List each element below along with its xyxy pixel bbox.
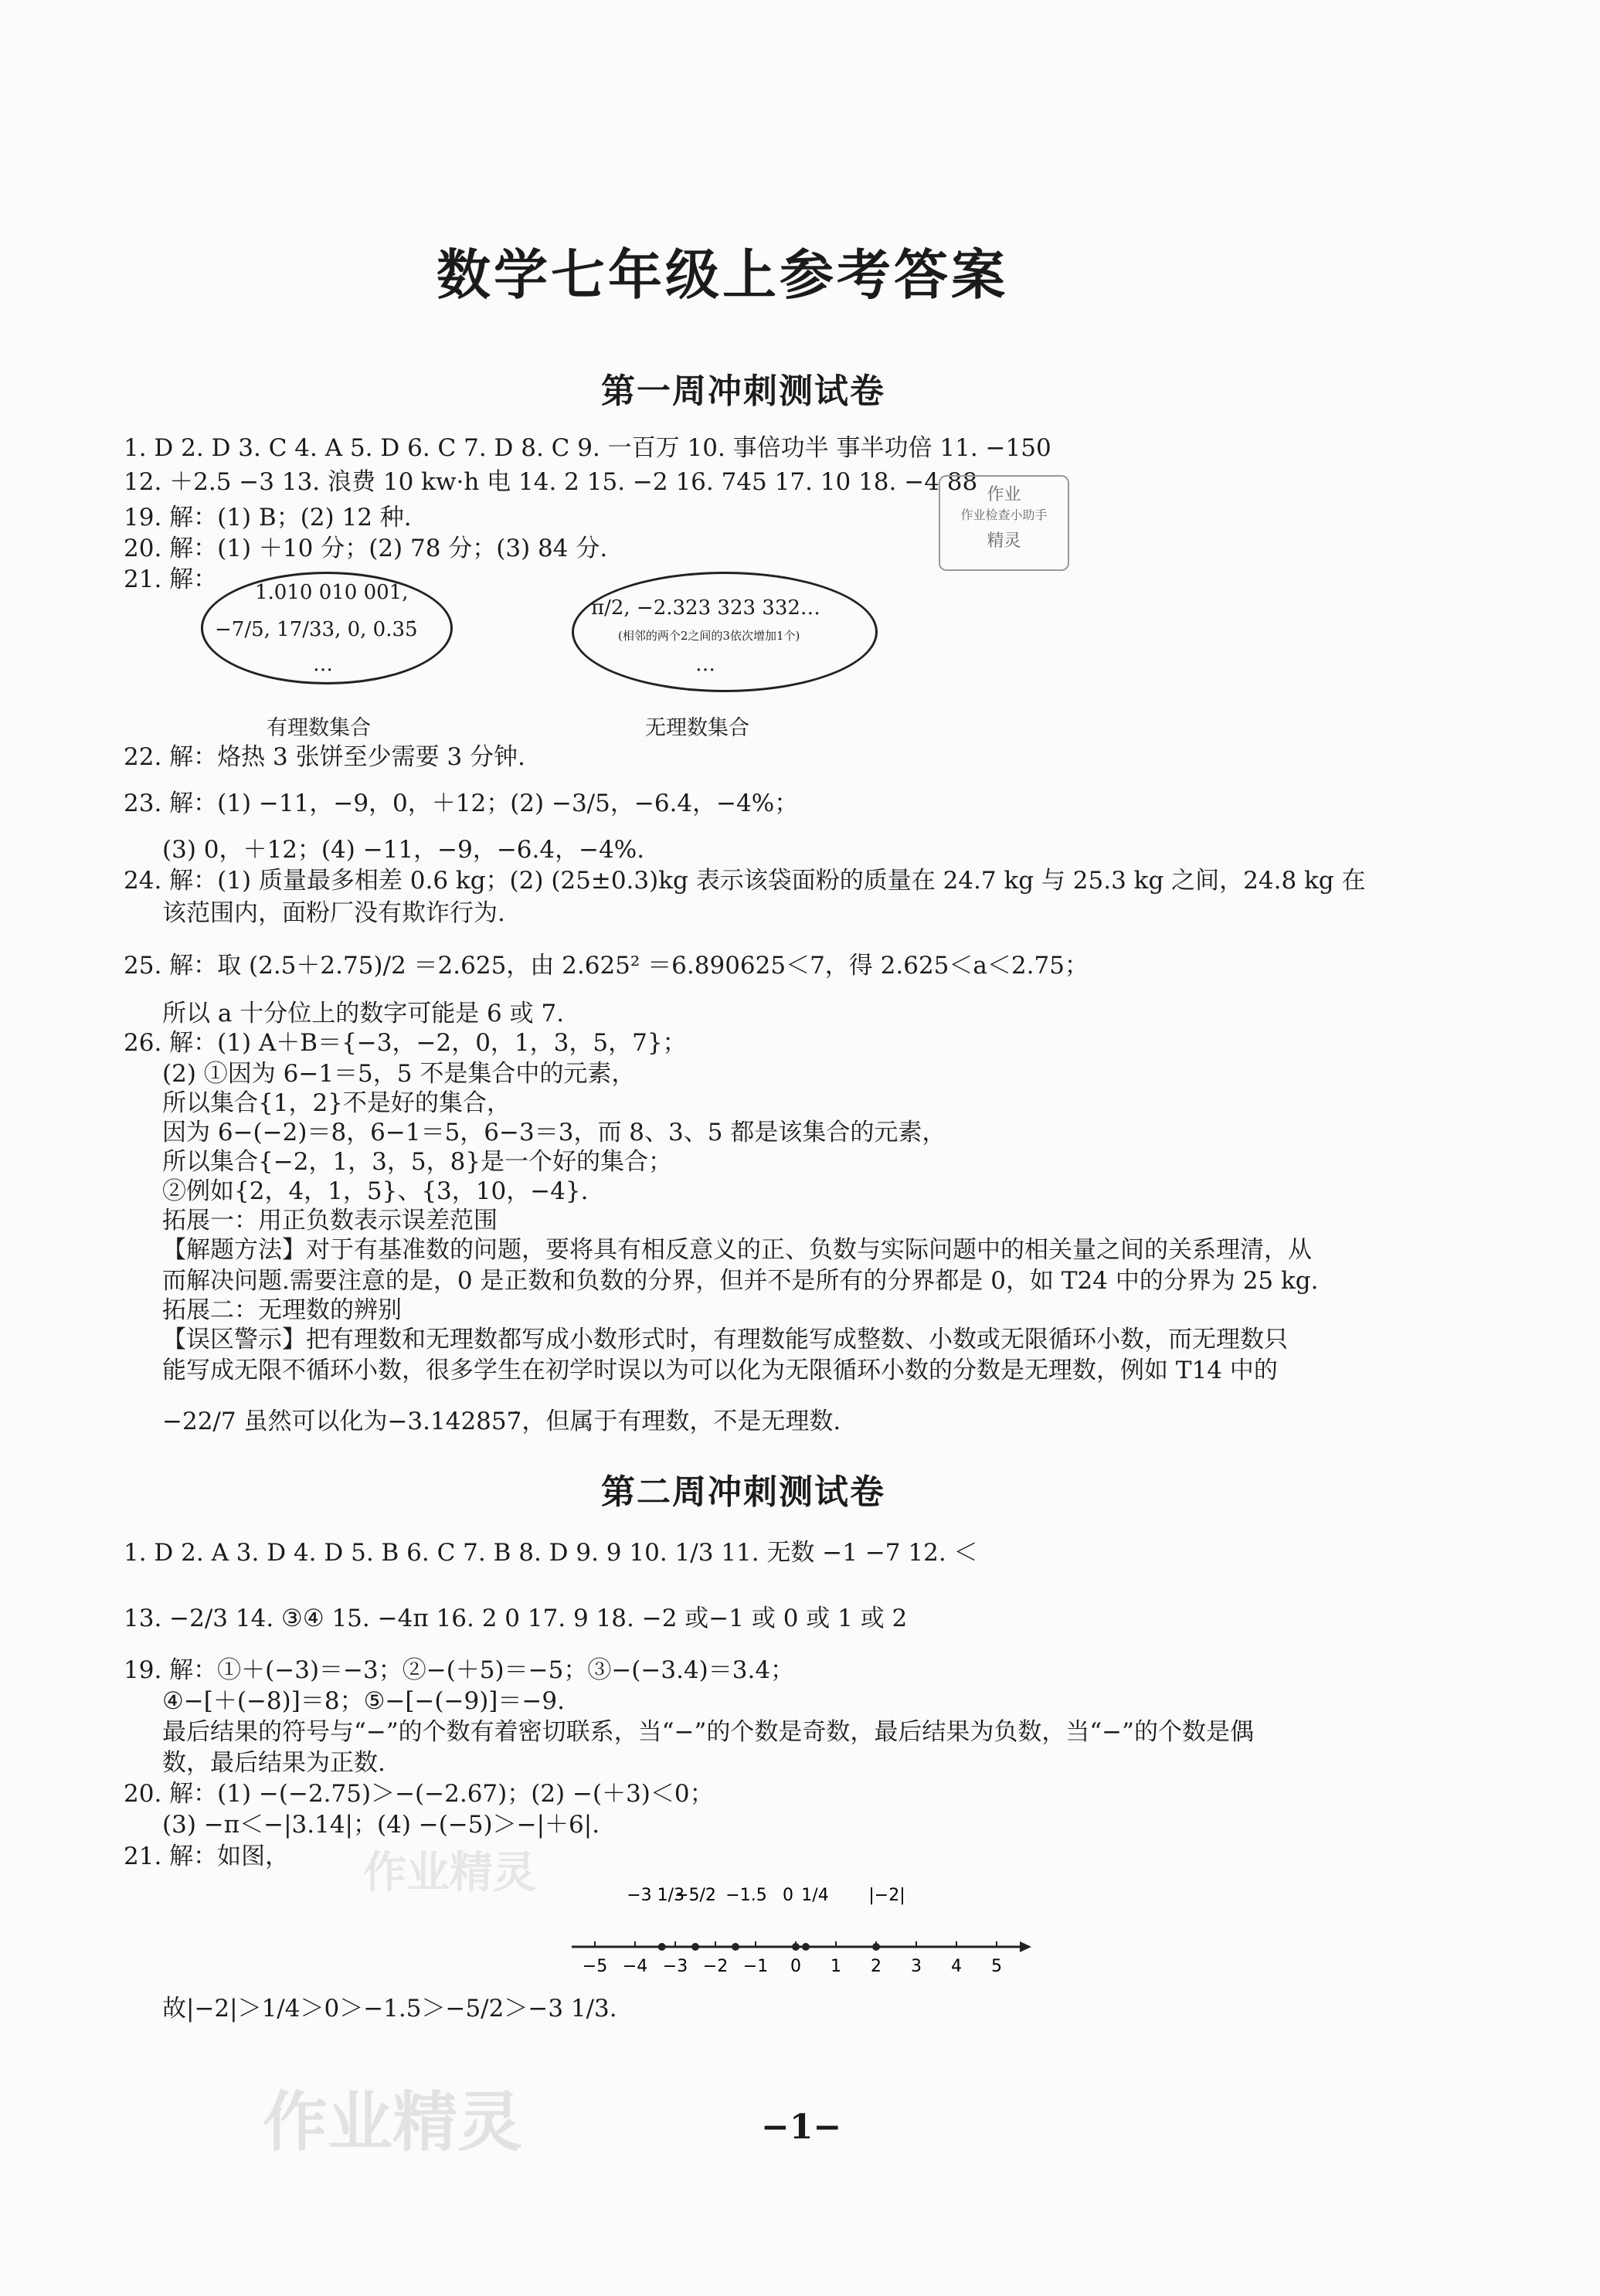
tick-label: 3	[911, 1957, 922, 1976]
stamp-bottom: 精灵	[987, 532, 1021, 551]
answer-line: (2) ①因为 6−1＝5，5 不是集合中的元素，	[162, 1060, 636, 1088]
answer-line: ④−[＋(−8)]＝8；⑤−[−(−9)]＝−9.	[162, 1687, 565, 1715]
answer-line: 19. 解：①＋(−3)＝−3；②−(＋5)＝−5；③−(−3.4)＝3.4；	[124, 1656, 795, 1684]
answer-line: 21. 解：如图，	[124, 1843, 290, 1870]
tick-label: 5	[991, 1957, 1002, 1976]
tick-label: −2	[702, 1957, 729, 1976]
rational-set-line2: −7/5, 17/33, 0, 0.35̇	[215, 618, 418, 641]
number-point	[658, 1943, 666, 1951]
section-title: 第二周冲刺测试卷	[601, 1472, 885, 1512]
answer-line: 20. 解：(1) −(−2.75)＞−(−2.67)；(2) −(＋3)＜0；	[124, 1780, 714, 1808]
section-title: 第一周冲刺测试卷	[601, 372, 885, 411]
point-label: −3 1/3	[627, 1886, 685, 1905]
tick-label: 4	[951, 1957, 962, 1976]
answer-line: 所以集合{1，2}不是好的集合，	[162, 1089, 511, 1117]
answer-line: 25. 解：取 (2.5＋2.75)/2 ＝2.625，由 2.625² ＝6.890625＜7，得 2.625＜a＜2.75；	[124, 952, 1089, 980]
point-label: −5/2	[674, 1886, 716, 1905]
point-label: |−2|	[868, 1886, 905, 1905]
number-point	[872, 1943, 880, 1951]
answer-line: 1. D 2. A 3. D 4. D 5. B 6. C 7. B 8. D 9. 9 10. 1/3 11. 无数 −1 −7 12. ＜	[124, 1539, 978, 1567]
irrational-set-dots: …	[695, 653, 715, 676]
answer-line: (3) 0，＋12；(4) −11，−9，−6.4，−4%.	[162, 836, 645, 864]
answer-line: 最后结果的符号与“−”的个数有着密切联系，当“−”的个数是奇数，最后结果为负数，当“−”的个数是偶	[162, 1718, 1255, 1746]
answer-line: (3) −π＜−|3.14|；(4) −(−5)＞−|＋6|.	[162, 1811, 600, 1839]
number-point	[802, 1943, 810, 1951]
irrational-set-label: 无理数集合	[645, 716, 749, 740]
point-label: 1/4	[801, 1886, 829, 1905]
answer-line: 24. 解：(1) 质量最多相差 0.6 kg；(2) (25±0.3)kg 表示该袋面粉的质量在 24.7 kg 与 25.3 kg 之间，24.8 kg 在	[124, 867, 1366, 895]
answer-line: 12. ＋2.5 −3 13. 浪费 10 kw·h 电 14. 2 15. −2 16. 745 17. 10 18. −4 88	[124, 468, 978, 496]
answer-line: 而解决问题.需要注意的是，0 是正数和负数的分界，但并不是所有的分界都是 0，如 T24 中的分界为 25 kg.	[162, 1267, 1319, 1295]
page-number: −1−	[761, 2107, 842, 2147]
rational-set-line1: 1.010 010 001,	[255, 581, 409, 604]
stamp-top: 作业	[987, 485, 1021, 504]
answer-line: 能写成无限不循环小数，很多学生在初学时误以为可以化为无限循环小数的分数是无理数，例如 T14 中的	[162, 1357, 1278, 1384]
stamp-mid: 作业检查小助手	[960, 508, 1048, 522]
watermark: 作业精灵	[363, 1848, 536, 1898]
tick-label: 0	[790, 1957, 801, 1976]
tick-label: −3	[662, 1957, 688, 1976]
extension-title: 拓展一：用正负数表示误差范围	[162, 1207, 498, 1235]
tick-label: −4	[622, 1957, 648, 1976]
answer-line: 23. 解：(1) −11，−9，0，＋12；(2) −3/5，−6.4，−4%；	[124, 790, 799, 817]
answer-line: 所以集合{−2，1，3，5，8}是一个好的集合；	[162, 1148, 673, 1176]
answer-line: 19. 解：(1) B；(2) 12 种.	[124, 504, 412, 532]
answer-line: 【解题方法】对于有基准数的问题，要将具有相反意义的正、负数与实际问题中的相关量之间的关系理清，从	[162, 1236, 1312, 1264]
answer-line: 故|−2|＞1/4＞0＞−1.5＞−5/2＞−3 1/3.	[162, 1995, 617, 2023]
watermark: 作业精灵	[263, 2084, 523, 2160]
answer-line: 13. −2/3 14. ③④ 15. −4π 16. 2 0 17. 9 18. −2 或−1 或 0 或 1 或 2	[124, 1605, 908, 1632]
rational-set-dots: …	[313, 653, 333, 676]
answer-line: 该范围内，面粉厂没有欺诈行为.	[162, 899, 505, 927]
number-line-arrow	[1020, 1941, 1031, 1952]
answer-line: 26. 解：(1) A＋B＝{−3，−2，0，1，3，5，7}；	[124, 1029, 687, 1057]
answer-line: 20. 解：(1) ＋10 分；(2) 78 分；(3) 84 分.	[124, 535, 608, 562]
number-point	[792, 1943, 800, 1951]
irrational-set-line1: π/2, −2.323 323 332…	[591, 596, 820, 620]
tick-label: −5	[582, 1957, 608, 1976]
answer-line: 数，最后结果为正数.	[162, 1749, 386, 1777]
number-line	[556, 1870, 1035, 1985]
point-label: −1.5	[725, 1886, 767, 1905]
tick-label: 1	[831, 1957, 841, 1976]
irrational-set-note: (相邻的两个2之间的3依次增加1个)	[618, 629, 800, 643]
answer-line: 21. 解：	[124, 566, 218, 593]
rational-set-label: 有理数集合	[267, 716, 371, 740]
page-title: 数学七年级上参考答案	[437, 243, 1008, 307]
answer-line: 1. D 2. D 3. C 4. A 5. D 6. C 7. D 8. C 9. 一百万 10. 事倍功半 事半功倍 11. −150	[124, 434, 1051, 462]
number-point	[691, 1943, 699, 1951]
tick-label: −1	[742, 1957, 769, 1976]
number-point	[732, 1943, 739, 1951]
point-label: 0	[783, 1886, 793, 1905]
checker-stamp	[939, 475, 1069, 571]
extension-title: 拓展二：无理数的辨别	[162, 1296, 402, 1324]
tick-label: 2	[871, 1957, 882, 1976]
answer-line: 【误区警示】把有理数和无理数都写成小数形式时，有理数能写成整数、小数或无限循环小数，而无理数只	[162, 1326, 1288, 1353]
answer-line: ②例如{2，4，1，5}、{3，10，−4}.	[162, 1177, 589, 1205]
answer-line: 所以 a 十分位上的数字可能是 6 或 7.	[162, 1000, 565, 1027]
answer-line: −22/7 虽然可以化为−3.142857̇，但属于有理数，不是无理数.	[162, 1408, 841, 1435]
answer-line: 22. 解：烙热 3 张饼至少需要 3 分钟.	[124, 743, 525, 771]
answer-line: 因为 6−(−2)＝8，6−1＝5，6−3＝3，而 8、3、5 都是该集合的元素，	[162, 1119, 946, 1146]
